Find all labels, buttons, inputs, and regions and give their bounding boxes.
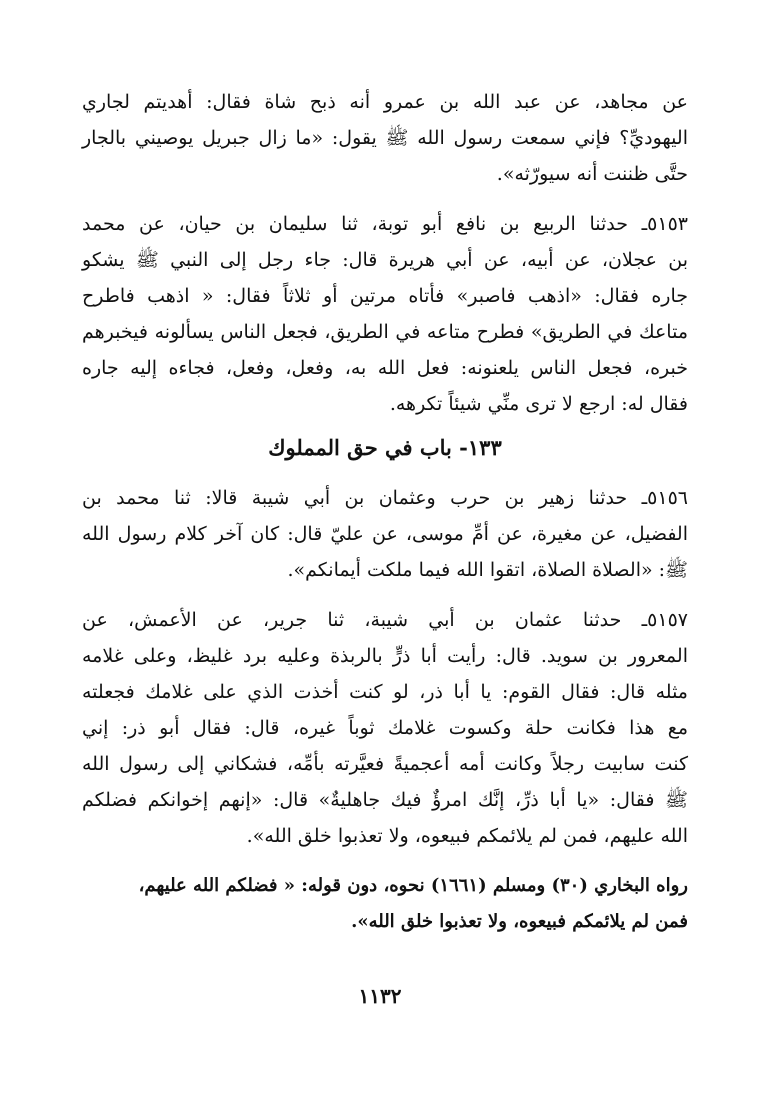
text-line: مع هذا فكانت حلة وكسوت غلامك ثوباً غيره، قال: فقال أبو ذر: إني — [82, 717, 688, 739]
text-line: خبره، فجعل الناس يلعنونه: فعل الله به، وفعل، وفعل، فجاءه إليه جاره — [82, 357, 688, 379]
takhrij-note — [82, 868, 688, 940]
text-line: متاعك في الطريق» فطرح متاعه في الطريق، فجعل الناس يسألونه فيخبرهم — [82, 321, 688, 343]
text-line: كنت سابيت رجلاً وكانت أمه أعجميةً فعيَّرته بأمِّه، فشكاني إلى رسول الله — [82, 753, 688, 775]
hadith-5157 — [82, 602, 688, 854]
text-line: الله عليهم، فمن لم يلائمكم فبيعوه، ولا تعذبوا خلق الله». — [246, 825, 688, 847]
text-line: فقال له: ارجع لا ترى منِّي شيئاً تكرهه. — [389, 393, 688, 415]
hadith-5156 — [82, 480, 688, 588]
paragraph-5152-continuation — [82, 84, 688, 192]
text-line: حتَّى ظننت أنه سيورّثه». — [496, 163, 688, 185]
text-line: ﷺ فقال: «يا أبا ذرِّ، إنَّك امرؤٌ فيك جاهليةٌ» قال: «إنهم إخوانكم فضلكم — [82, 789, 688, 811]
hadith-5153 — [82, 206, 688, 422]
text-line: ٥١٥٦ـ حدثنا زهير بن حرب وعثمان بن أبي شيبة قالا: ثنا محمد بن — [82, 487, 688, 509]
text-line: بن عجلان، عن أبيه، عن أبي هريرة قال: جاء رجل إلى النبي ﷺ يشكو — [82, 249, 688, 271]
text-line: الفضيل، عن مغيرة، عن أمِّ موسى، عن عليّ قال: كان آخر كلام رسول الله — [82, 523, 688, 545]
text-line: اليهوديِّ؟ فإني سمعت رسول الله ﷺ يقول: «ما زال جبريل يوصيني بالجار — [82, 127, 688, 149]
chapter-heading: ١٣٣- باب في حق المملوك — [268, 435, 502, 460]
page-number: ١١٣٢ — [358, 984, 402, 1008]
text-line: جاره فقال: «اذهب فاصبر» فأتاه مرتين أو ثلاثاً فقال: « اذهب فاطرح — [82, 285, 688, 307]
document-page — [82, 84, 688, 940]
text-line: ٥١٥٧ـ حدثنا عثمان بن أبي شيبة، ثنا جرير، عن الأعمش، عن — [82, 609, 688, 631]
note-line: رواه البخاري (٣٠) ومسلم (١٦٦١) نحوه، دون قوله: « فضلكم الله عليهم، — [138, 875, 688, 896]
text-line: مثله قال: فقال القوم: يا أبا ذر، لو كنت أخذت الذي على غلامك فجعلته — [82, 681, 688, 703]
note-line: فمن لم يلائمكم فبيعوه، ولا تعذبوا خلق الله». — [351, 911, 688, 932]
text-line: المعرور بن سويد. قال: رأيت أبا ذرٍّ بالربذة وعليه برد غليظ، وعلى غلامه — [82, 645, 688, 667]
text-line: ﷺ: «الصلاة الصلاة، اتقوا الله فيما ملكت أيمانكم». — [287, 559, 688, 581]
text-line: ٥١٥٣ـ حدثنا الربيع بن نافع أبو توبة، ثنا سليمان بن حيان، عن محمد — [82, 213, 688, 235]
text-line: عن مجاهد، عن عبد الله بن عمرو أنه ذبح شاة فقال: أهديتم لجاري — [82, 91, 688, 113]
